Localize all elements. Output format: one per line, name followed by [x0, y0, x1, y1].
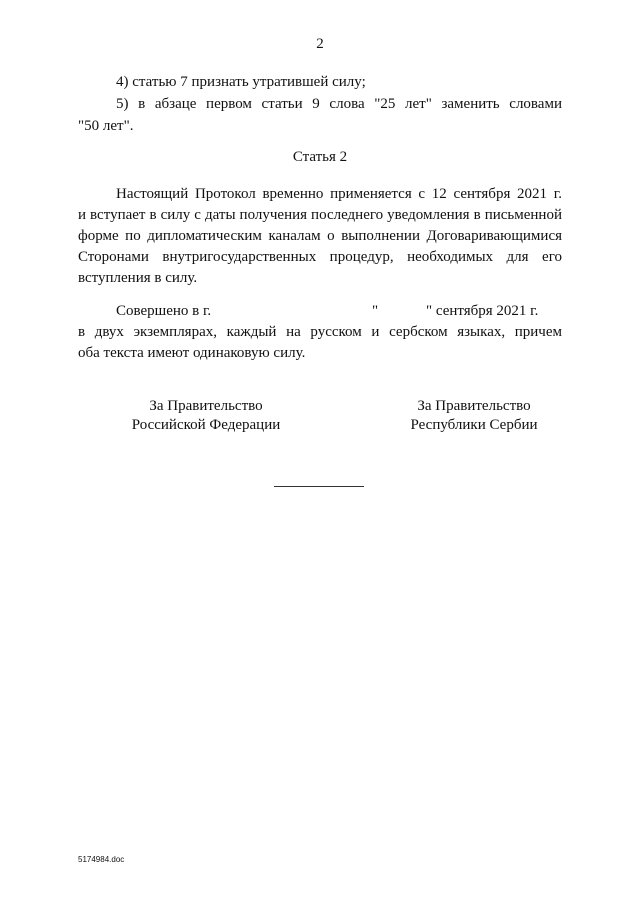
- signature-right-line-1: За Правительство: [417, 398, 531, 414]
- signature-right-line-2: Республики Сербии: [410, 417, 538, 433]
- signature-left-line-2: Российской Федерации: [131, 417, 281, 433]
- signing-line-2: в двух экземплярах, каждый на русском и сербском языках, причем: [78, 324, 562, 340]
- signing-quote-open: ": [372, 303, 379, 319]
- signature-left-line-1: За Правительство: [149, 398, 263, 414]
- footer-doc-id: 5174984.doc: [78, 855, 125, 864]
- item-5-line-2: "50 лет".: [78, 118, 134, 134]
- closing-divider: [274, 486, 364, 487]
- item-5-line-1: 5) в абзаце первом статьи 9 слова "25 лет" заменить словами: [116, 96, 562, 112]
- signature-block-russia: [86, 397, 326, 435]
- article-2-heading: Статья 2: [292, 149, 348, 165]
- article-2-para-line: и вступает в силу с даты получения последнего уведомления в письменной: [78, 207, 562, 223]
- signing-line-3: оба текста имеют одинаковую силу.: [78, 345, 306, 361]
- page-number: 2: [316, 36, 324, 52]
- item-4: 4) статью 7 признать утратившей силу;: [116, 74, 366, 90]
- signing-place: Совершено в г.: [116, 303, 212, 319]
- signing-date: " сентября 2021 г.: [426, 303, 539, 319]
- article-2-para-line: Настоящий Протокол временно применяется с 12 сентября 2021 г.: [116, 186, 562, 202]
- signature-block-serbia: [354, 397, 594, 435]
- article-2-para-line: вступления в силу.: [78, 270, 198, 286]
- article-2-para-line: Сторонами внутригосударственных процедур, необходимых для его: [78, 249, 562, 265]
- article-2-para-line: форме по дипломатическим каналам о выполнении Договаривающимися: [78, 228, 562, 244]
